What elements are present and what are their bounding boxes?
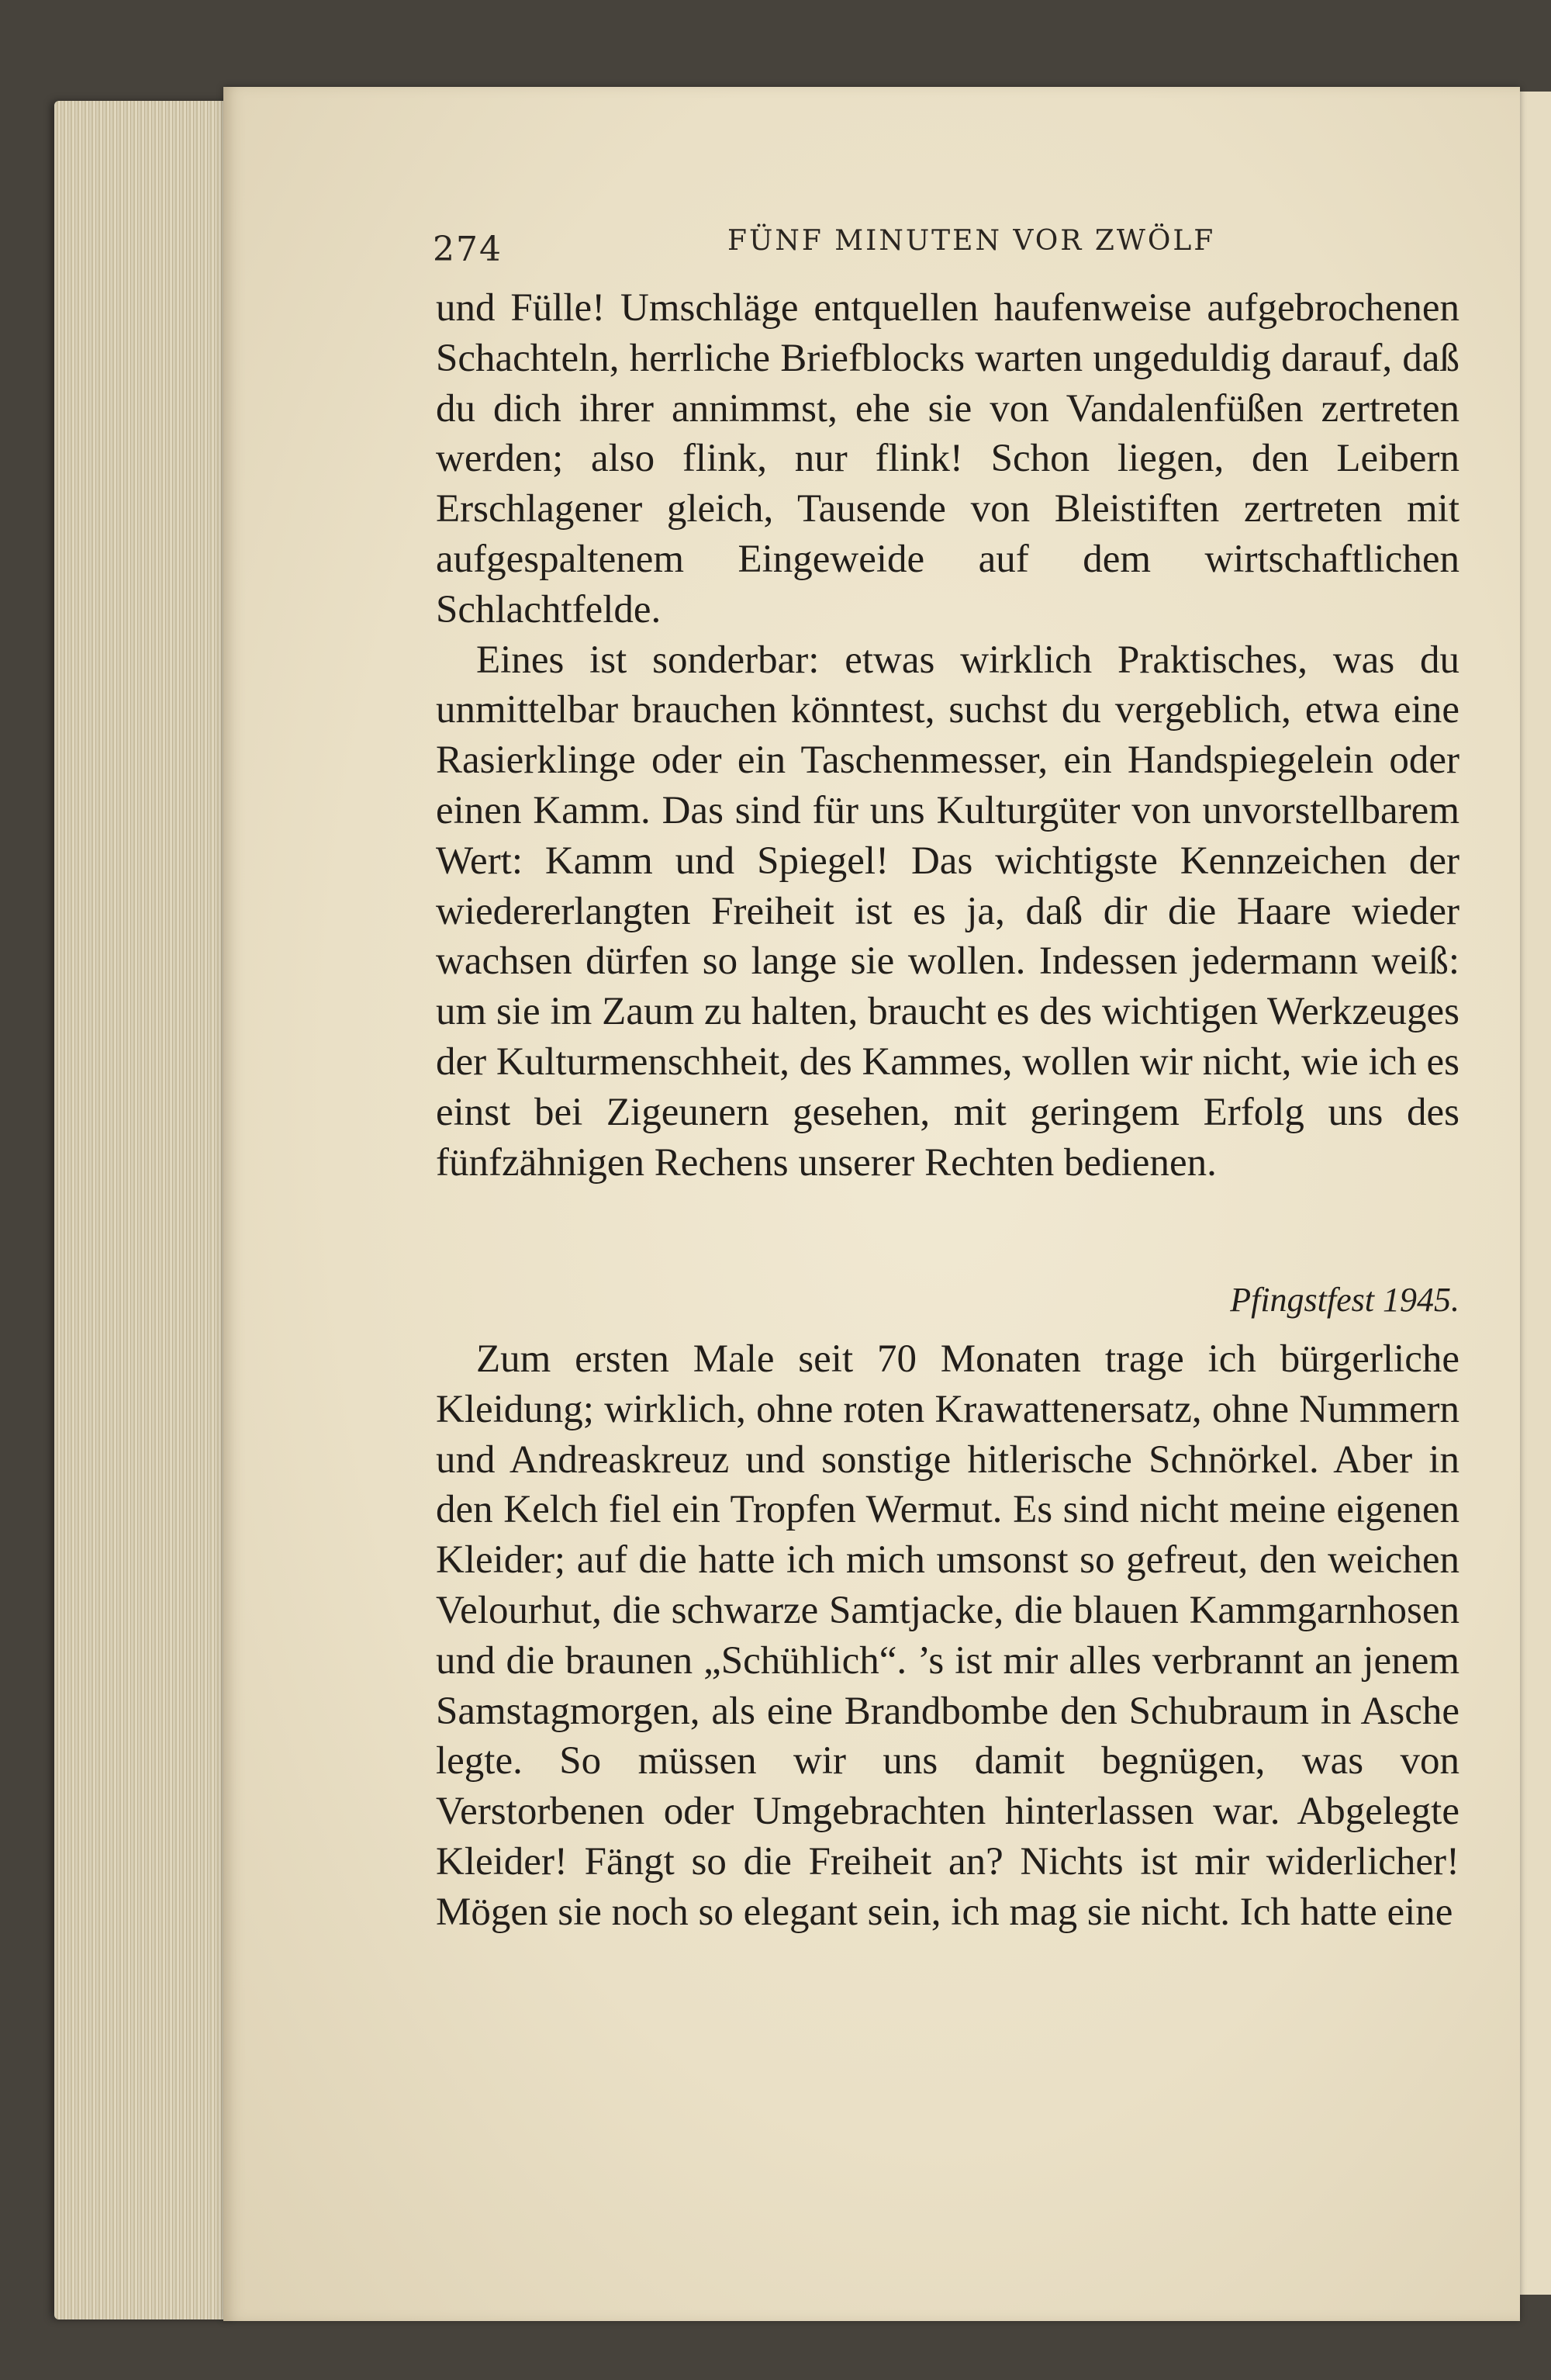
- running-head: FÜNF MINUTEN VOR ZWÖLF: [727, 225, 1216, 257]
- page-edges: [54, 101, 233, 2319]
- date-heading: Pfingstfest 1945.: [1230, 1281, 1459, 1319]
- body-text-top: [436, 283, 1459, 1188]
- paragraph-continued: und Fülle! Umschläge entquellen haufenweise aufgebrochenen Schachteln, herrliche Briefblocks warten ungeduldig darauf, daß du dich ihrer annimmst, ehe sie von Vandalenfüßen zertreten werden; also flink, nur flink! Schon liegen, den Leibern Erschlagener gleich, Tausende von Bleistiften zertreten mit aufgespaltenem Eingeweide auf dem wirtschaftlichen Schlachtfelde.: [436, 286, 1459, 631]
- body-text-bottom: [436, 1334, 1459, 1938]
- page-number: 274: [433, 230, 503, 269]
- paragraph-buergerliche-kleidung: Zum ersten Male seit 70 Monaten trage ich bürgerliche Kleidung; wirklich, ohne roten Krawattenersatz, ohne Nummern und Andreaskreuz und sonstige hitlerische Schnörkel. Aber in den Kelch fiel ein Tropfen Wermut. Es sind nicht meine eigenen Kleider; auf die hatte ich mich umsonst so gefreut, den weichen Velourhut, die schwarze Samtjacke, die blauen Kammgarnhosen und die braunen „Schühlich“. ’s ist mir alles verbrannt an jenem Samstagmorgen, als eine Brandbombe den Schubraum in Asche legte. So müssen wir uns damit begnügen, was von Verstorbenen oder Umgebrachten hinterlassen war. Abgelegte Kleider! Fängt so die Freiheit an? Nichts ist mir widerlicher! Mögen sie noch so elegant sein, ich mag sie nicht. Ich hatte eine: [436, 1337, 1459, 1934]
- paragraph-kamm-und-spiegel: Eines ist sonderbar: etwas wirklich Praktisches, was du unmittelbar brauchen könntest, suchst du vergeblich, etwa eine Rasierklinge oder ein Taschenmesser, ein Handspiegelein oder einen Kamm. Das sind für uns Kulturgüter von unvorstellbarem Wert: Kamm und Spiegel! Das wichtigste Kennzeichen der wiedererlangten Freiheit ist es ja, daß dir die Haare wieder wachsen dürfen so lange sie wollen. Indessen jedermann weiß: um sie im Zaum zu halten, braucht es des wichtigen Werkzeuges der Kulturmenschheit, des Kammes, wollen wir nicht, wie ich es einst bei Zigeunern gesehen, mit geringem Erfolg uns des fünfzähnigen Rechens unserer Rechten bedienen.: [436, 638, 1459, 1185]
- page-header: [433, 219, 1456, 269]
